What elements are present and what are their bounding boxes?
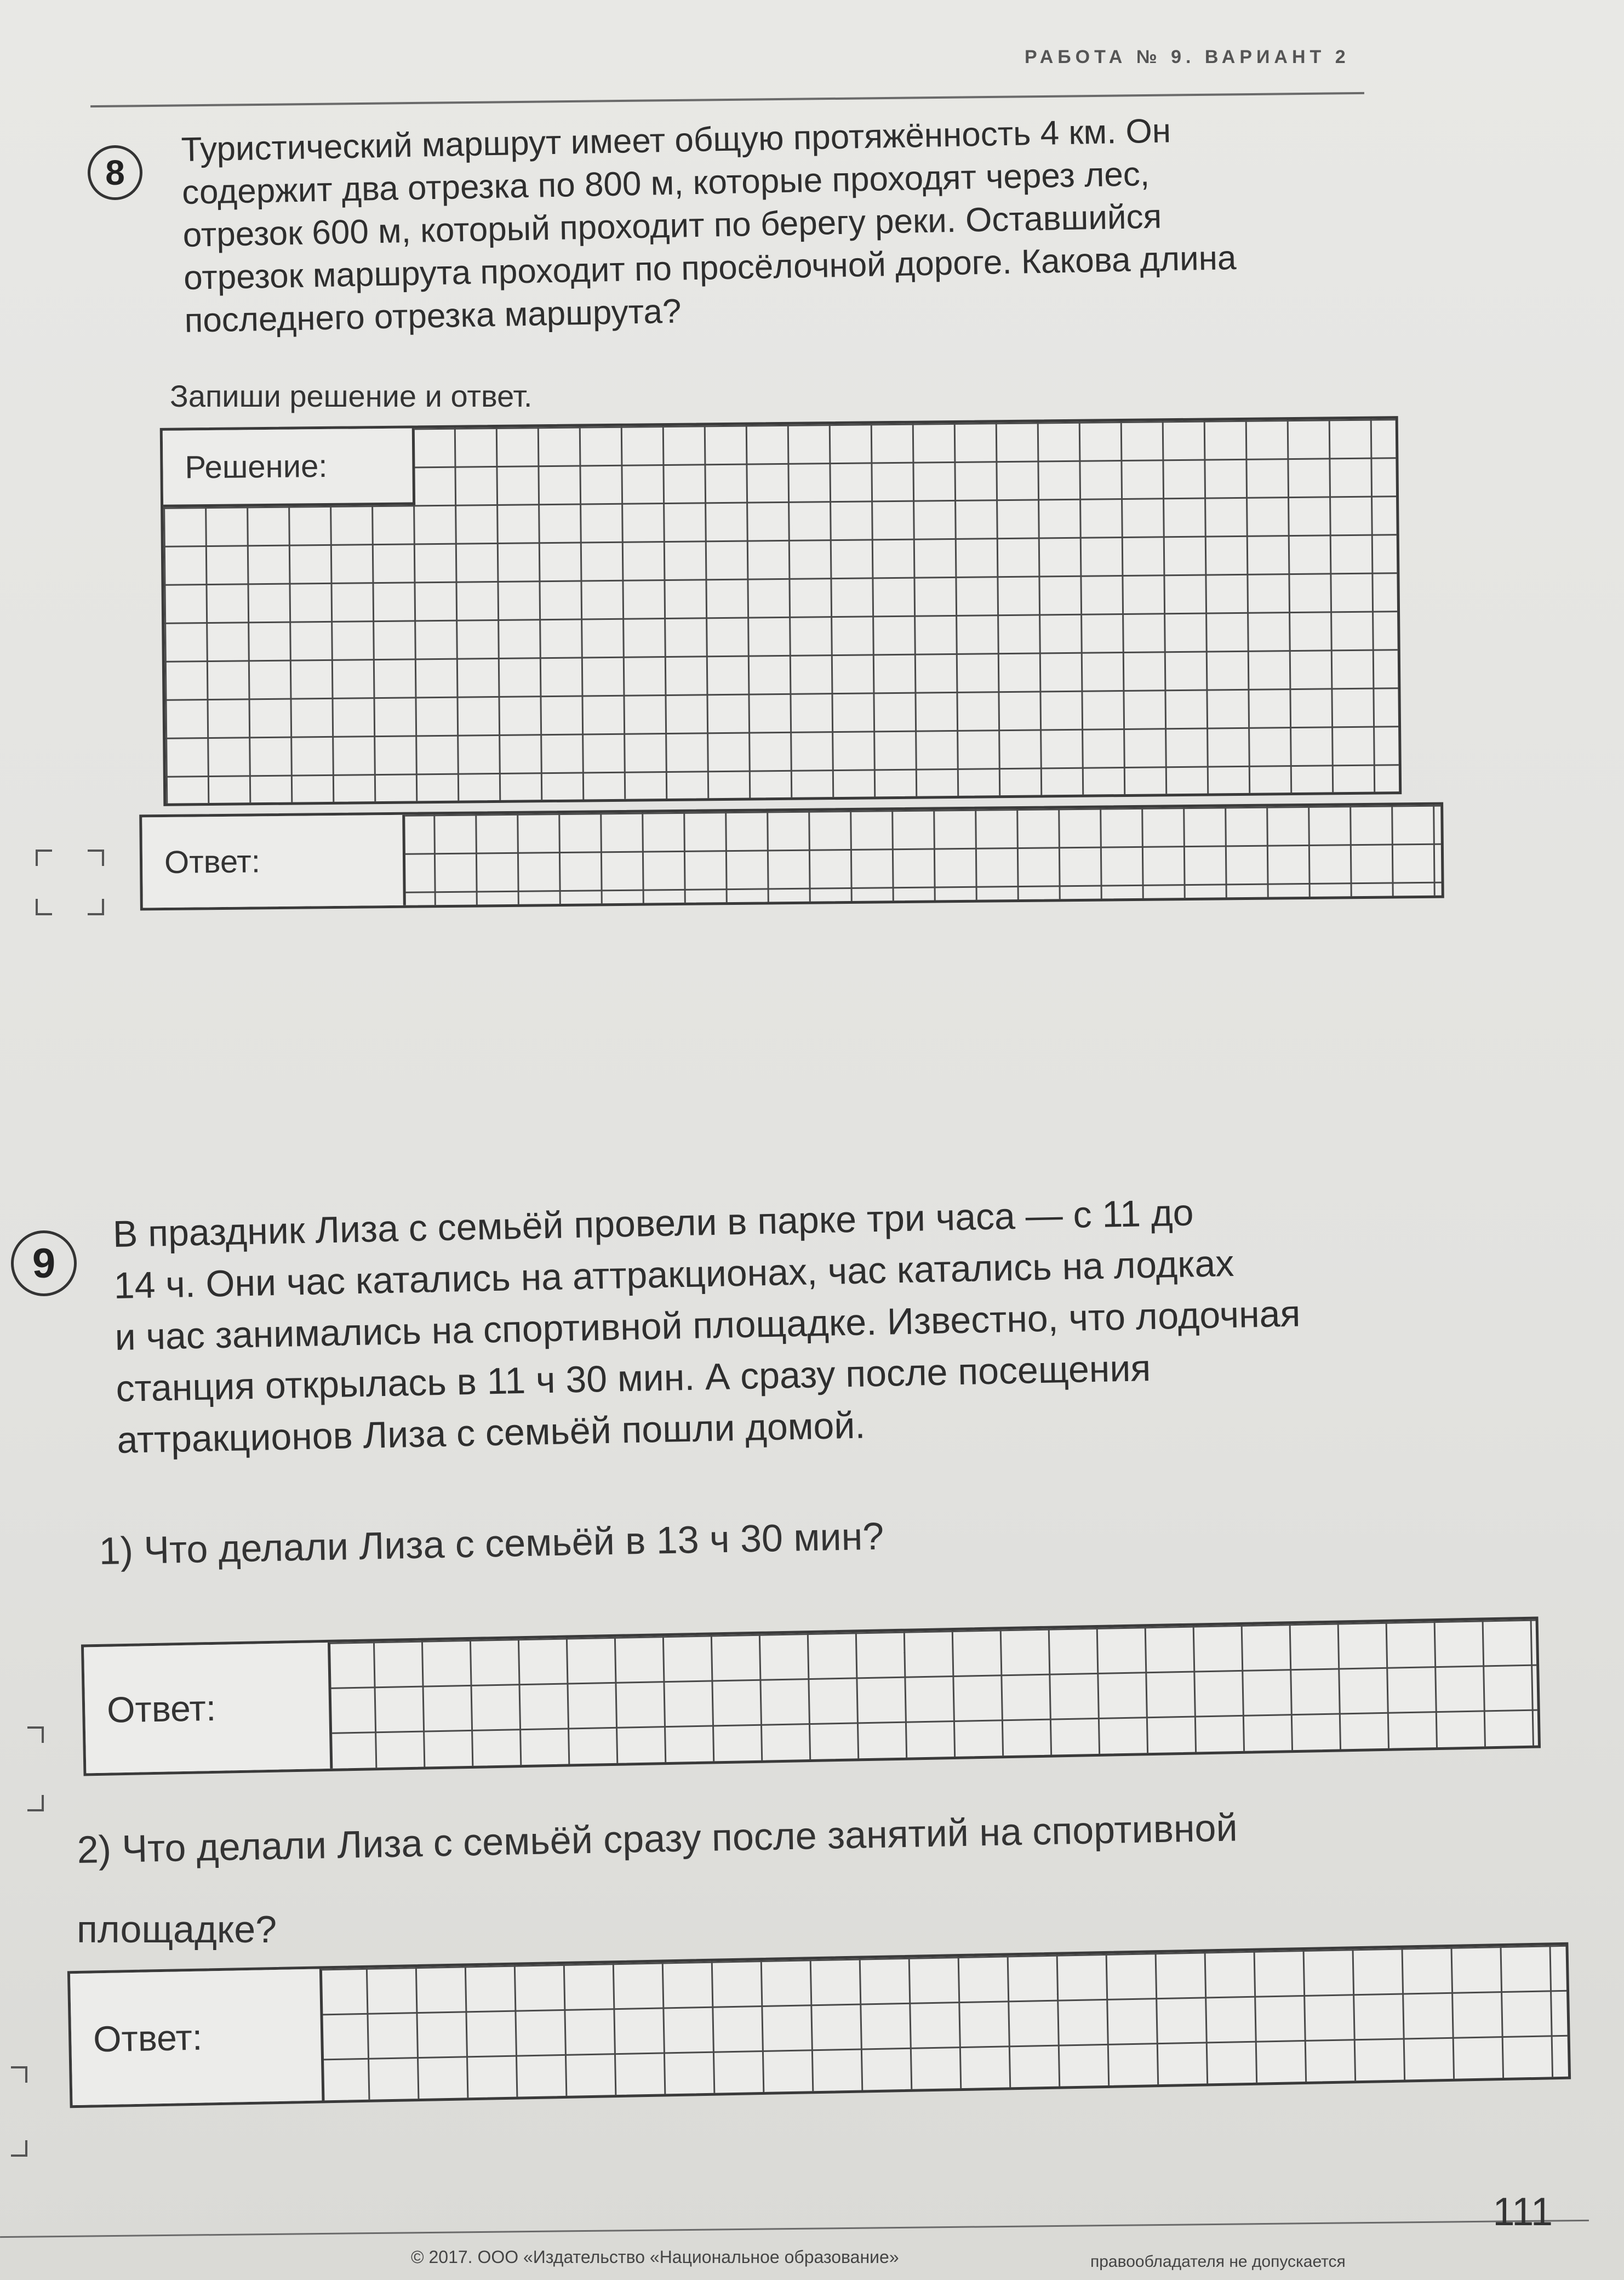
rights-note: правообладателя не допускается — [1090, 2253, 1346, 2271]
corner-mark — [27, 1795, 44, 1811]
corner-mark — [36, 899, 52, 915]
corner-mark — [11, 2140, 27, 2157]
task-8-number: 8 — [88, 145, 142, 200]
footer-rule — [0, 2220, 1589, 2238]
header-rule — [90, 92, 1364, 107]
task-9-line: аттракционов Лиза с семьёй пошли домой. — [116, 1404, 866, 1461]
question-2-line-2: площадке? — [77, 1908, 277, 1951]
corner-mark — [27, 1726, 44, 1743]
task-9-line: В праздник Лиза с семьёй провели в парке три часа — с 11 до — [112, 1192, 1194, 1255]
question-2-line-1: 2) Что делали Лиза с семьёй сразу после занятий на спортивной — [77, 1806, 1238, 1871]
answer-label-9-2: Ответ: — [70, 1969, 325, 2105]
corner-mark — [36, 850, 52, 866]
solution-grid[interactable] — [160, 416, 1402, 806]
task-9-line: 14 ч. Они час катались на аттракционах, час катались на лодках — [113, 1242, 1234, 1307]
corner-mark — [88, 850, 104, 866]
task-9-text — [112, 1181, 1498, 1466]
task-8-line: содержит два отрезка по 800 м, которые проходят через лес, — [181, 155, 1150, 212]
answer-grid-8[interactable] — [139, 802, 1444, 911]
answer-label-8: Ответ: — [142, 815, 406, 908]
answer-grid-9-2[interactable] — [67, 1942, 1571, 2108]
task-8-line: отрезок маршрута проходит по просёлочной дороге. Какова длина — [183, 239, 1237, 297]
copyright-text: © 2017. ООО «Издательство «Национальное образование» — [411, 2247, 899, 2267]
task-9-line: станция открылась в 11 ч 30 мин. А сразу после посещения — [115, 1347, 1151, 1410]
task-9-line: и час занимались на спортивной площадке. Известно, что лодочная — [114, 1292, 1301, 1358]
page-header: РАБОТА № 9. ВАРИАНТ 2 — [1025, 47, 1350, 67]
answer-label-9-1: Ответ: — [84, 1643, 333, 1774]
answer-grid-9-1[interactable] — [81, 1616, 1541, 1776]
task-8-line: отрезок 600 м, который проходит по берегу реки. Оставшийся — [182, 197, 1162, 254]
page-number: 111 — [1493, 2190, 1553, 2234]
task-8-text — [181, 106, 1385, 343]
corner-mark — [11, 2066, 27, 2083]
task-8-line: последнего отрезка маршрута? — [184, 292, 682, 340]
task-8-instruction: Запиши решение и ответ. — [170, 379, 533, 413]
corner-mark — [88, 899, 104, 915]
solution-label: Решение: — [163, 428, 415, 507]
task-9-number: 9 — [11, 1230, 77, 1296]
task-8-line: Туристический маршрут имеет общую протяжённость 4 км. Он — [181, 112, 1171, 169]
question-1: 1) Что делали Лиза с семьёй в 13 ч 30 мин? — [99, 1514, 884, 1572]
